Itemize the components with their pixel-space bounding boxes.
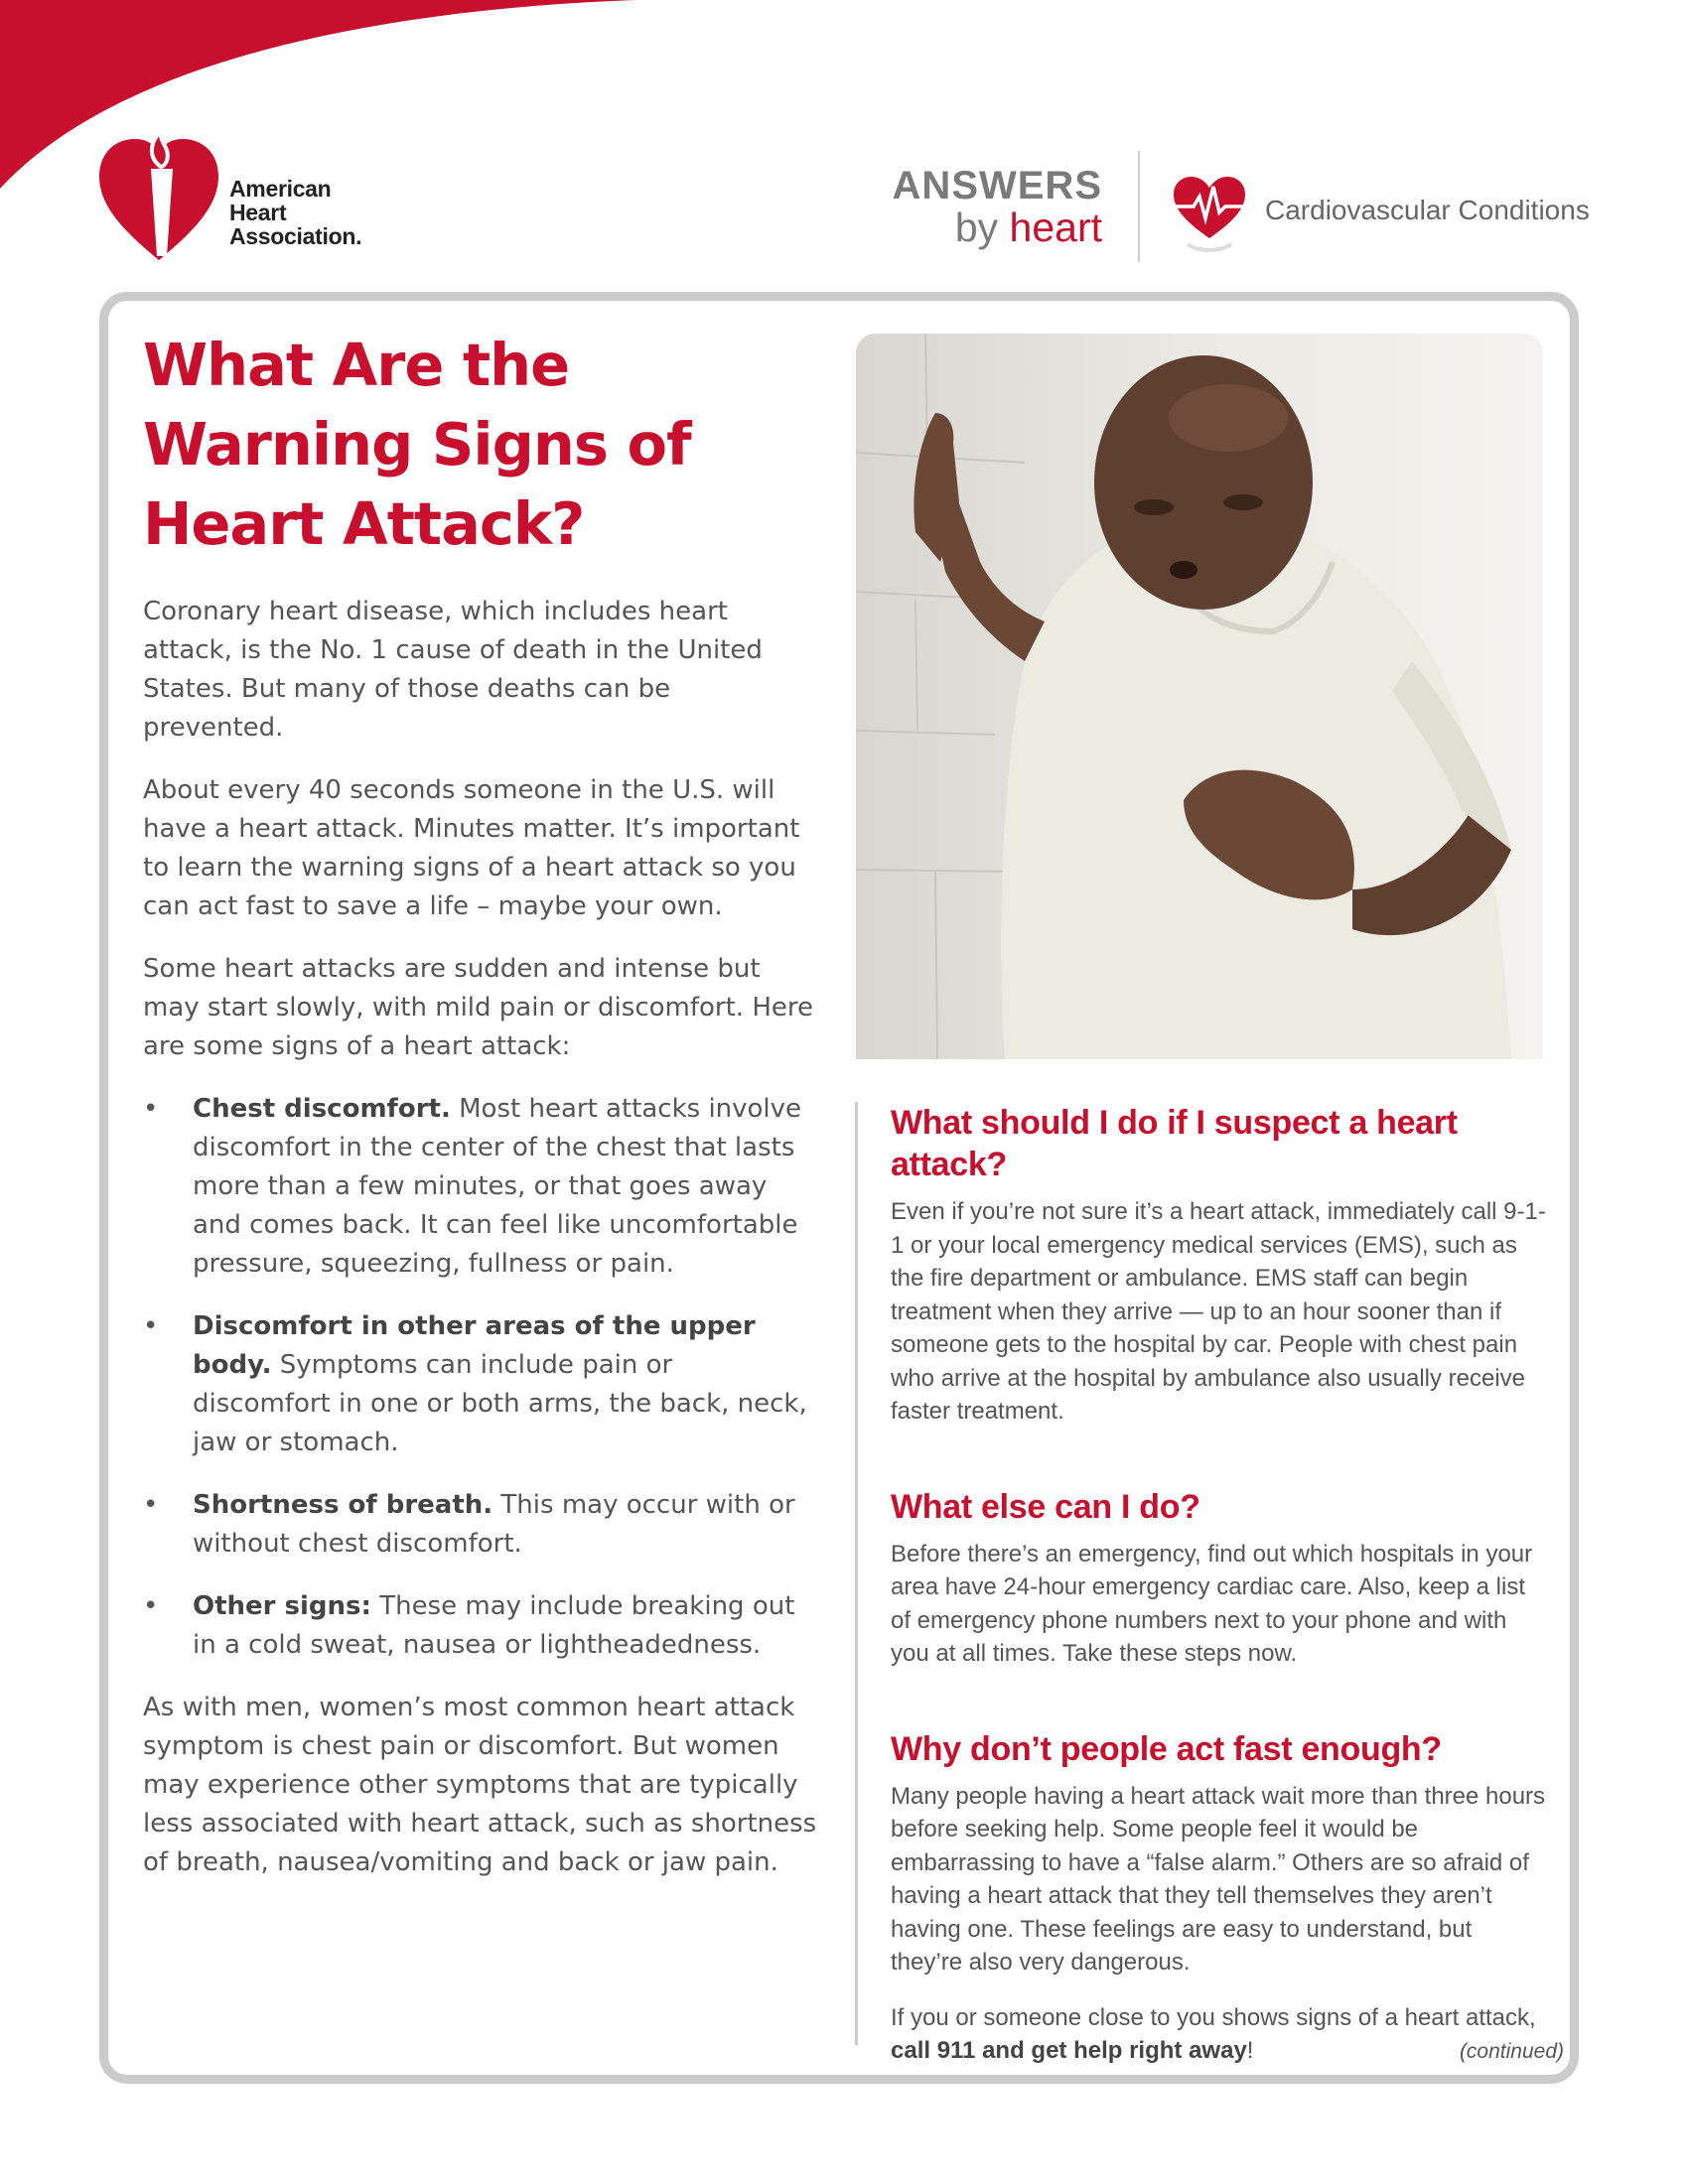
- bullet-icon: •: [143, 1591, 159, 1621]
- section-what-else: [891, 1486, 1546, 1671]
- section-text: Even if you’re not sure it’s a heart attack, immediately call 9-1-1 or your local emergency medical services (EMS), such as the fire department or ambulance. EMS staff can begin treatment when they arrive — up to an hour sooner than if someone gets to the hospital by car. People with chest pain who arrive at the hospital by ambulance also usually receive faster treatment.: [891, 1198, 1546, 1425]
- list-item: [143, 1307, 818, 1462]
- section-text: Many people having a heart attack wait more than three hours before seeking help. Some people feel it would be embarrassing to have a “false alarm.” Others are so afraid of having a heart attack that they tell themselves they aren’t having one. These feelings are easy to understand, but they’re also very dangerous.: [891, 1782, 1546, 1976]
- category-label: Cardiovascular Conditions: [1265, 195, 1590, 225]
- bullet-icon: •: [143, 1490, 159, 1520]
- right-column: [891, 1102, 1546, 2090]
- logo-line-3: Association.: [229, 223, 362, 249]
- heartbeat-icon: [1170, 173, 1249, 256]
- call-911-pre: If you or someone close to you shows signs of a heart attack,: [891, 2003, 1536, 2031]
- warning-signs-list: [143, 1090, 818, 1665]
- answers-word: ANSWERS: [892, 164, 1102, 207]
- list-item-bold: Shortness of breath.: [193, 1490, 493, 1520]
- section-act-fast: [891, 1728, 1546, 2068]
- bullet-icon: •: [143, 1311, 159, 1341]
- aha-logo: [95, 111, 383, 270]
- bullet-icon: •: [143, 1094, 159, 1124]
- column-divider: [855, 1102, 858, 2045]
- logo-line-1: American: [229, 176, 332, 202]
- section-heading: Why don’t people act fast enough?: [891, 1729, 1442, 1768]
- call-911-post: !: [1246, 2037, 1254, 2064]
- answers-by-heart-logo: [874, 165, 1102, 248]
- left-column: [143, 593, 818, 1906]
- by-heart-line: [874, 206, 1102, 248]
- section-suspect: [891, 1102, 1546, 1429]
- list-item-text: This may occur with or without chest discomfort.: [193, 1490, 795, 1559]
- list-item-bold: Discomfort in other areas of the upper body.: [193, 1311, 756, 1380]
- list-item: [143, 1486, 818, 1564]
- list-item-bold: Other signs:: [193, 1591, 371, 1621]
- section-heading: What else can I do?: [891, 1487, 1200, 1526]
- intro-paragraph-2: About every 40 seconds someone in the U.S. will have a heart attack. Minutes matter. It’s important to learn the warning signs of a heart attack so you can act fast to save a life – maybe your own.: [143, 775, 800, 921]
- heart-word: heart: [1009, 205, 1102, 250]
- header-divider: [1138, 151, 1140, 262]
- logo-line-2: Heart: [229, 200, 287, 225]
- list-item-text: Symptoms can include pain or discomfort in one or both arms, the back, neck, jaw or stomach.: [193, 1350, 807, 1457]
- list-item: [143, 1587, 818, 1665]
- list-item-text: Most heart attacks involve discomfort in the center of the chest that lasts more than a few minutes, or that goes away and comes back. It can feel like uncomfortable pressure, squeezing, fullness or pain.: [193, 1094, 802, 1279]
- continued-label: (continued): [1459, 2040, 1564, 2063]
- heart-torch-icon: [95, 111, 224, 270]
- list-item-text: These may include breaking out in a cold sweat, nausea or lightheadedness.: [193, 1591, 795, 1660]
- page-title: What Are the Warning Signs of Heart Attack?: [143, 331, 691, 558]
- list-item: [143, 1090, 818, 1284]
- intro-paragraph-3: Some heart attacks are sudden and intense but may start slowly, with mild pain or discomfort. Here are some signs of a heart attack:: [143, 954, 813, 1061]
- call-911-bold: call 911 and get help right away: [891, 2037, 1247, 2064]
- intro-paragraph-1: Coronary heart disease, which includes heart attack, is the No. 1 cause of death in the United States. But many of those deaths can be prevented.: [143, 597, 763, 743]
- section-text: Before there’s an emergency, find out which hospitals in your area have 24-hour emergency cardiac care. Also, keep a list of emergency phone numbers next to your phone and with you at all times. Take these steps now.: [891, 1540, 1533, 1667]
- women-symptoms-paragraph: As with men, women’s most common heart attack symptom is chest pain or discomfort. But women may experience other symptoms that are typically less associated with heart attack, such as shortness of breath, nausea/vomiting and back or jaw pain.: [143, 1693, 817, 1877]
- man-chest-pain-photo: [856, 334, 1543, 1059]
- by-word: by: [954, 205, 999, 250]
- list-item-bold: Chest discomfort.: [193, 1094, 451, 1124]
- section-heading: What should I do if I suspect a heart attack?: [891, 1104, 1458, 1183]
